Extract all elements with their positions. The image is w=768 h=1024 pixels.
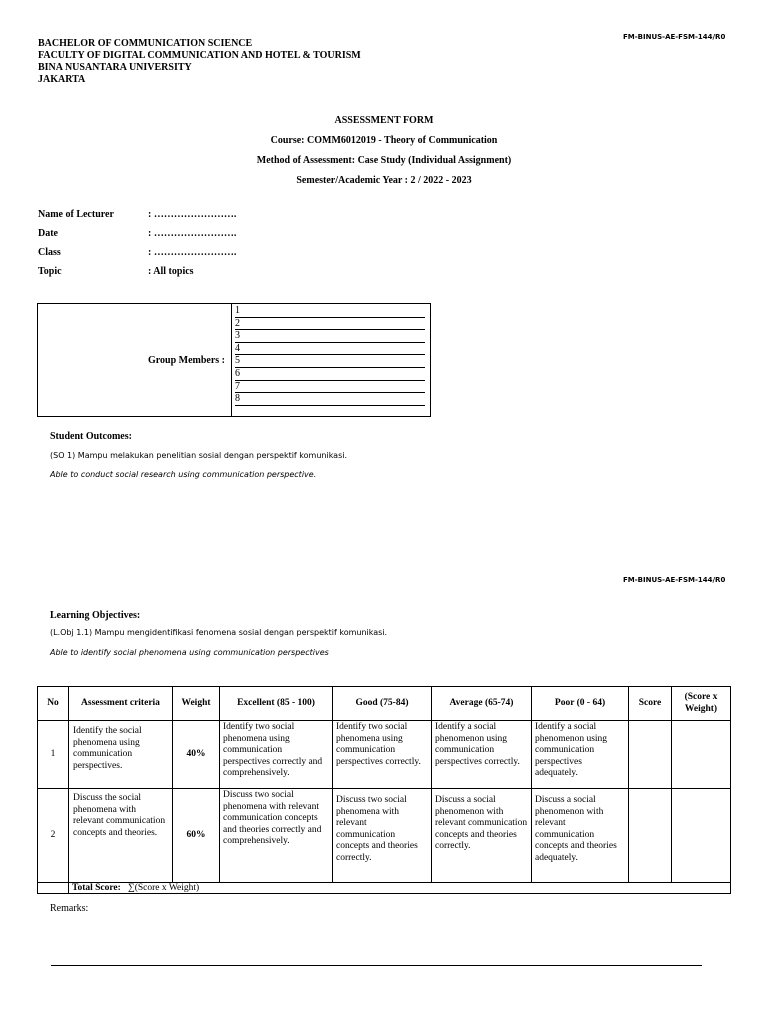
row-good: Discuss two social phenomena with relevant communication concepts and theories correctly.	[333, 789, 432, 883]
form-code-page2: FM-BINUS-AE-FSM-144/R0	[623, 576, 726, 584]
header-poor: Poor (0 - 64)	[532, 687, 629, 721]
total-score-label: Total Score:	[72, 883, 121, 893]
assessment-rubric-table	[37, 686, 731, 894]
row-poor: Identify a social phenomenon using communication perspectives adequately.	[532, 721, 629, 789]
info-label: Name of Lecturer	[38, 209, 114, 220]
semester-title: Semester/Academic Year : 2 / 2022 - 2023	[296, 175, 472, 186]
form-title: ASSESSMENT FORM	[334, 115, 434, 126]
row-no: 2	[38, 789, 69, 883]
info-label: Class	[38, 247, 61, 258]
row-weighted-score[interactable]	[672, 721, 731, 789]
header-good: Good (75-84)	[333, 687, 432, 721]
table-row	[38, 721, 731, 789]
row-score[interactable]	[629, 721, 672, 789]
member-line[interactable]: 6	[235, 368, 425, 381]
member-line[interactable]: 4	[235, 343, 425, 356]
table-header-row	[38, 687, 731, 721]
institution-line: BACHELOR OF COMMUNICATION SCIENCE	[38, 38, 253, 49]
remarks-label: Remarks:	[50, 903, 89, 914]
learning-objectives-heading: Learning Objectives:	[50, 610, 141, 621]
institution-line: BINA NUSANTARA UNIVERSITY	[38, 62, 192, 73]
group-members-label: Group Members :	[147, 354, 225, 366]
member-line[interactable]: 2	[235, 318, 425, 331]
institution-line: JAKARTA	[38, 74, 86, 85]
row-score[interactable]	[629, 789, 672, 883]
learning-objective-en: Able to identify social phenomena using communication perspectives	[50, 648, 329, 657]
info-value: : …………………….	[148, 228, 237, 239]
group-box-divider	[231, 304, 232, 416]
row-excellent: Discuss two social phenomena with relevant communication concepts and theories correctly and comprehensively.	[220, 789, 333, 883]
header-weight: Weight	[173, 687, 220, 721]
row-no: 1	[38, 721, 69, 789]
info-value: : All topics	[148, 266, 194, 277]
institution-line: FACULTY OF DIGITAL COMMUNICATION AND HOTEL & TOURISM	[38, 50, 361, 61]
header-no: No	[38, 687, 69, 721]
header-criteria: Assessment criteria	[69, 687, 173, 721]
row-poor: Discuss a social phenomenon with relevant communication concepts and theories adequately.	[532, 789, 629, 883]
learning-objective-id: (L.Obj 1.1) Mampu mengidentifikasi fenomena sosial dengan perspektif komunikasi.	[50, 628, 388, 637]
table-row	[38, 789, 731, 883]
row-average: Identify a social phenomenon using communication perspectives correctly.	[432, 721, 532, 789]
total-score-cell	[69, 883, 731, 894]
group-member-lines	[235, 305, 425, 406]
row-weighted-score[interactable]	[672, 789, 731, 883]
header-score: Score	[629, 687, 672, 721]
row-criteria: Identify the social phenomena using communication perspectives.	[69, 721, 173, 789]
institution-header	[38, 38, 361, 86]
member-line[interactable]: 7	[235, 381, 425, 394]
info-label: Date	[38, 228, 58, 239]
total-score-row	[38, 883, 731, 894]
header-average: Average (65-74)	[432, 687, 532, 721]
member-line[interactable]: 5	[235, 355, 425, 368]
remarks-line[interactable]	[51, 965, 702, 966]
course-title: Course: COMM6012019 - Theory of Communication	[270, 135, 498, 146]
header-excellent: Excellent (85 - 100)	[220, 687, 333, 721]
row-criteria: Discuss the social phenomena with relevant communication concepts and theories.	[69, 789, 173, 883]
info-label: Topic	[38, 266, 62, 277]
method-title: Method of Assessment: Case Study (Individual Assignment)	[256, 155, 512, 166]
total-score-formula: ∑(Score x Weight)	[127, 883, 200, 893]
member-line[interactable]: 1	[235, 305, 425, 318]
group-members-box	[37, 303, 431, 417]
header-score-x-weight: (Score x Weight)	[672, 687, 731, 721]
row-excellent: Identify two social phenomena using communication perspectives correctly and comprehensively.	[220, 721, 333, 789]
info-value: : …………………….	[148, 247, 237, 258]
student-outcome-en: Able to conduct social research using communication perspective.	[50, 470, 317, 479]
member-line[interactable]: 3	[235, 330, 425, 343]
total-empty-cell	[38, 883, 69, 894]
form-titles	[0, 114, 768, 194]
row-good: Identify two social phenomena using communication perspectives correctly.	[333, 721, 432, 789]
info-value: : …………………….	[148, 209, 237, 220]
form-code-top: FM-BINUS-AE-FSM-144/R0	[623, 33, 726, 41]
student-outcomes-heading: Student Outcomes:	[50, 431, 132, 442]
row-weight: 40%	[173, 721, 220, 789]
student-outcome-id: (SO 1) Mampu melakukan penelitian sosial dengan perspektif komunikasi.	[50, 451, 348, 460]
row-average: Discuss a social phenomenon with relevant communication concepts and theories correctly.	[432, 789, 532, 883]
member-line[interactable]: 8	[235, 393, 425, 406]
row-weight: 60%	[173, 789, 220, 883]
